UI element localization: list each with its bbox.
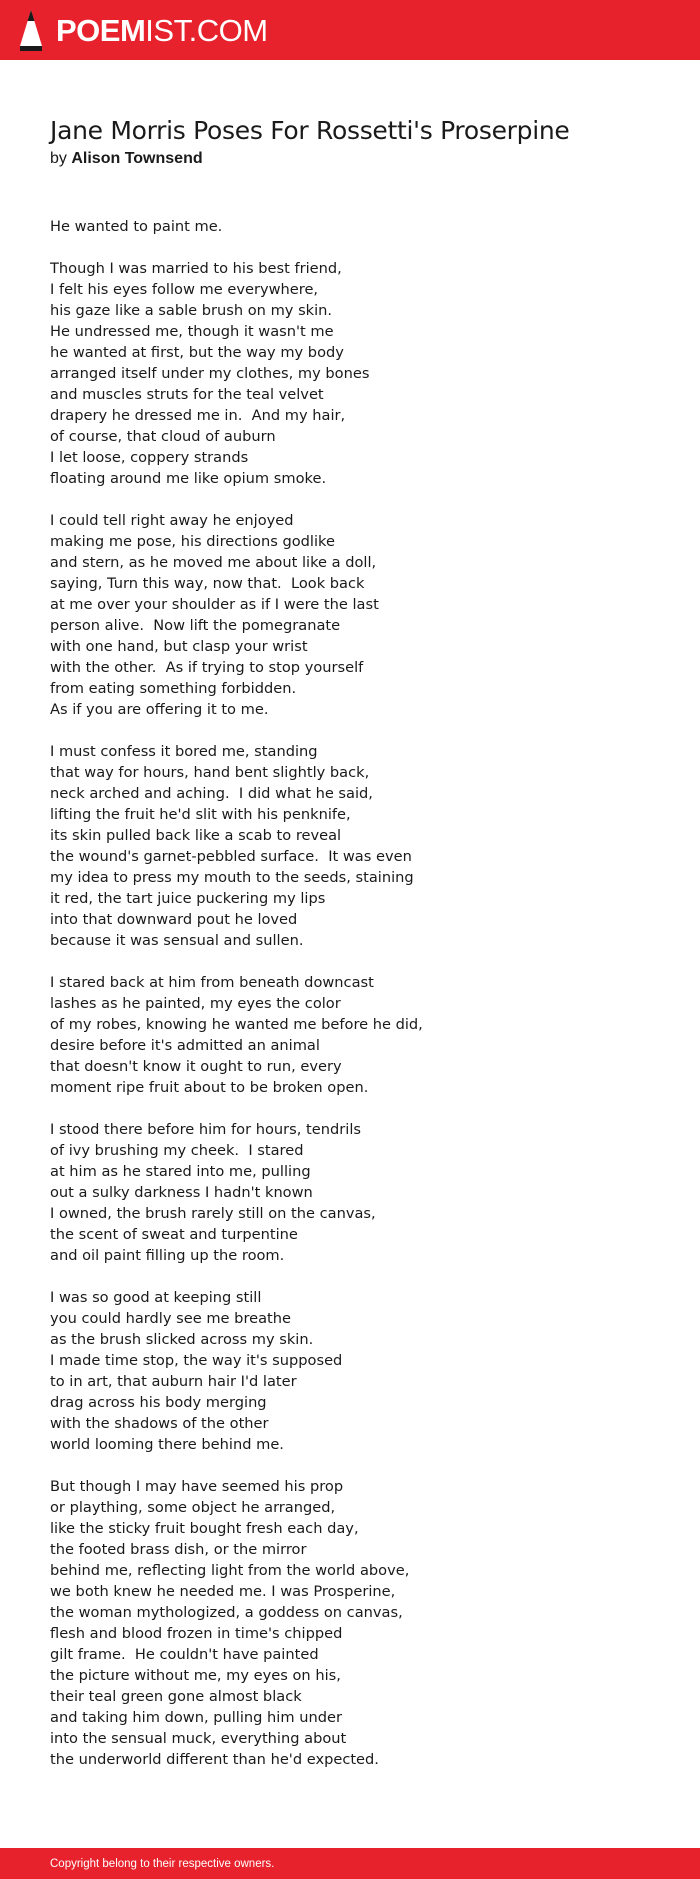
poem-line: making me pose, his directions godlike bbox=[50, 533, 335, 550]
poem-line: But though I may have seemed his prop bbox=[50, 1478, 344, 1495]
poem-body bbox=[50, 216, 670, 1770]
poem-line: Though I was married to his best friend, bbox=[50, 260, 342, 277]
copyright-text: Copyright belong to their respective owners. bbox=[50, 1857, 275, 1870]
poem-line: of my robes, knowing he wanted me before he did, bbox=[50, 1016, 423, 1033]
poem-line: he wanted at first, but the way my body bbox=[50, 344, 344, 361]
poem-line: I must confess it bored me, standing bbox=[50, 743, 318, 760]
poem-line: He undressed me, though it wasn't me bbox=[50, 323, 334, 340]
poem-line: I stared back at him from beneath downcast bbox=[50, 974, 374, 991]
poem-line: as the brush slicked across my skin. bbox=[50, 1331, 314, 1348]
poem-line: I made time stop, the way it's supposed bbox=[50, 1352, 343, 1369]
poem-line: I let loose, coppery strands bbox=[50, 449, 249, 466]
poem-line: it red, the tart juice puckering my lips bbox=[50, 890, 326, 907]
logo-bold-text: POEM bbox=[56, 12, 146, 48]
poem-line: neck arched and aching. I did what he said, bbox=[50, 785, 373, 802]
poem-line: of ivy brushing my cheek. I stared bbox=[50, 1142, 304, 1159]
poem-line: its skin pulled back like a scab to reveal bbox=[50, 827, 342, 844]
poem-line: we both knew he needed me. I was Prosperine, bbox=[50, 1583, 396, 1600]
poem-line: of course, that cloud of auburn bbox=[50, 428, 276, 445]
poem-line: lashes as he painted, my eyes the color bbox=[50, 995, 341, 1012]
poem-line: the underworld different than he'd expected. bbox=[50, 1751, 379, 1768]
byline bbox=[50, 148, 670, 170]
poem-line: the picture without me, my eyes on his, bbox=[50, 1667, 341, 1684]
poem-stanza bbox=[50, 1287, 670, 1455]
poem-line: person alive. Now lift the pomegranate bbox=[50, 617, 341, 634]
poem-line: from eating something forbidden. bbox=[50, 680, 297, 697]
poem-line: or plaything, some object he arranged, bbox=[50, 1499, 336, 1516]
poem-line: you could hardly see me breathe bbox=[50, 1310, 291, 1327]
poem-line: that doesn't know it ought to run, every bbox=[50, 1058, 342, 1075]
poem-stanza bbox=[50, 1119, 670, 1266]
poem-line: into the sensual muck, everything about bbox=[50, 1730, 347, 1747]
poem-line: drapery he dressed me in. And my hair, bbox=[50, 407, 346, 424]
poem-line: with the other. As if trying to stop yourself bbox=[50, 659, 364, 676]
poem-line: at him as he stared into me, pulling bbox=[50, 1163, 311, 1180]
poem-line: lifting the fruit he'd slit with his penknife, bbox=[50, 806, 351, 823]
poem-line: I felt his eyes follow me everywhere, bbox=[50, 281, 319, 298]
poem-line: out a sulky darkness I hadn't known bbox=[50, 1184, 313, 1201]
poem-line: my idea to press my mouth to the seeds, staining bbox=[50, 869, 414, 886]
poem-line: with the shadows of the other bbox=[50, 1415, 269, 1432]
poem-line: I was so good at keeping still bbox=[50, 1289, 262, 1306]
poem-line: that way for hours, hand bent slightly back, bbox=[50, 764, 370, 781]
poem-title: Jane Morris Poses For Rossetti's Proserpine bbox=[50, 116, 570, 145]
poem-line: He wanted to paint me. bbox=[50, 218, 223, 235]
poem-line: arranged itself under my clothes, my bones bbox=[50, 365, 370, 382]
poem-line: their teal green gone almost black bbox=[50, 1688, 302, 1705]
poem-line: flesh and blood frozen in time's chipped bbox=[50, 1625, 343, 1642]
poem-line: with one hand, but clasp your wrist bbox=[50, 638, 308, 655]
poem-line: behind me, reflecting light from the world above, bbox=[50, 1562, 410, 1579]
author-name[interactable]: Alison Townsend bbox=[71, 150, 203, 167]
poem-content bbox=[50, 114, 670, 1791]
poem-line: and stern, as he moved me about like a doll, bbox=[50, 554, 377, 571]
poem-line: the footed brass dish, or the mirror bbox=[50, 1541, 307, 1558]
poem-line: world looming there behind me. bbox=[50, 1436, 284, 1453]
poem-line: I stood there before him for hours, tendrils bbox=[50, 1121, 361, 1138]
site-footer bbox=[0, 1848, 700, 1879]
poem-line: I owned, the brush rarely still on the canvas, bbox=[50, 1205, 376, 1222]
poem-stanza bbox=[50, 1476, 670, 1770]
poem-line: I could tell right away he enjoyed bbox=[50, 512, 294, 529]
poem-line: the woman mythologized, a goddess on canvas, bbox=[50, 1604, 403, 1621]
poem-line: his gaze like a sable brush on my skin. bbox=[50, 302, 333, 319]
logo-light-text: IST.COM bbox=[145, 12, 268, 48]
site-header bbox=[0, 0, 700, 60]
poem-stanza bbox=[50, 741, 670, 951]
poem-line: and oil paint filling up the room. bbox=[50, 1247, 285, 1264]
poem-stanza bbox=[50, 510, 670, 720]
poem-line: moment ripe fruit about to be broken open. bbox=[50, 1079, 369, 1096]
poem-line: at me over your shoulder as if I were the last bbox=[50, 596, 379, 613]
poem-line: to in art, that auburn hair I'd later bbox=[50, 1373, 297, 1390]
by-label: by bbox=[50, 150, 67, 167]
poem-line: floating around me like opium smoke. bbox=[50, 470, 327, 487]
poem-line: drag across his body merging bbox=[50, 1394, 267, 1411]
poem-line: like the sticky fruit bought fresh each day, bbox=[50, 1520, 359, 1537]
poem-line: into that downward pout he loved bbox=[50, 911, 298, 928]
poem-line: saying, Turn this way, now that. Look back bbox=[50, 575, 365, 592]
poem-line: the wound's garnet-pebbled surface. It was even bbox=[50, 848, 412, 865]
poem-line: gilt frame. He couldn't have painted bbox=[50, 1646, 319, 1663]
poem-line: the scent of sweat and turpentine bbox=[50, 1226, 298, 1243]
poem-stanza bbox=[50, 258, 670, 489]
poem-line: and muscles struts for the teal velvet bbox=[50, 386, 324, 403]
poem-stanza bbox=[50, 216, 670, 237]
poem-line: and taking him down, pulling him under bbox=[50, 1709, 342, 1726]
poem-line: because it was sensual and sullen. bbox=[50, 932, 304, 949]
pencil-tip-icon[interactable] bbox=[18, 8, 44, 52]
poem-line: As if you are offering it to me. bbox=[50, 701, 269, 718]
poem-line: desire before it's admitted an animal bbox=[50, 1037, 320, 1054]
site-logo[interactable] bbox=[56, 12, 268, 48]
poem-stanza bbox=[50, 972, 670, 1098]
